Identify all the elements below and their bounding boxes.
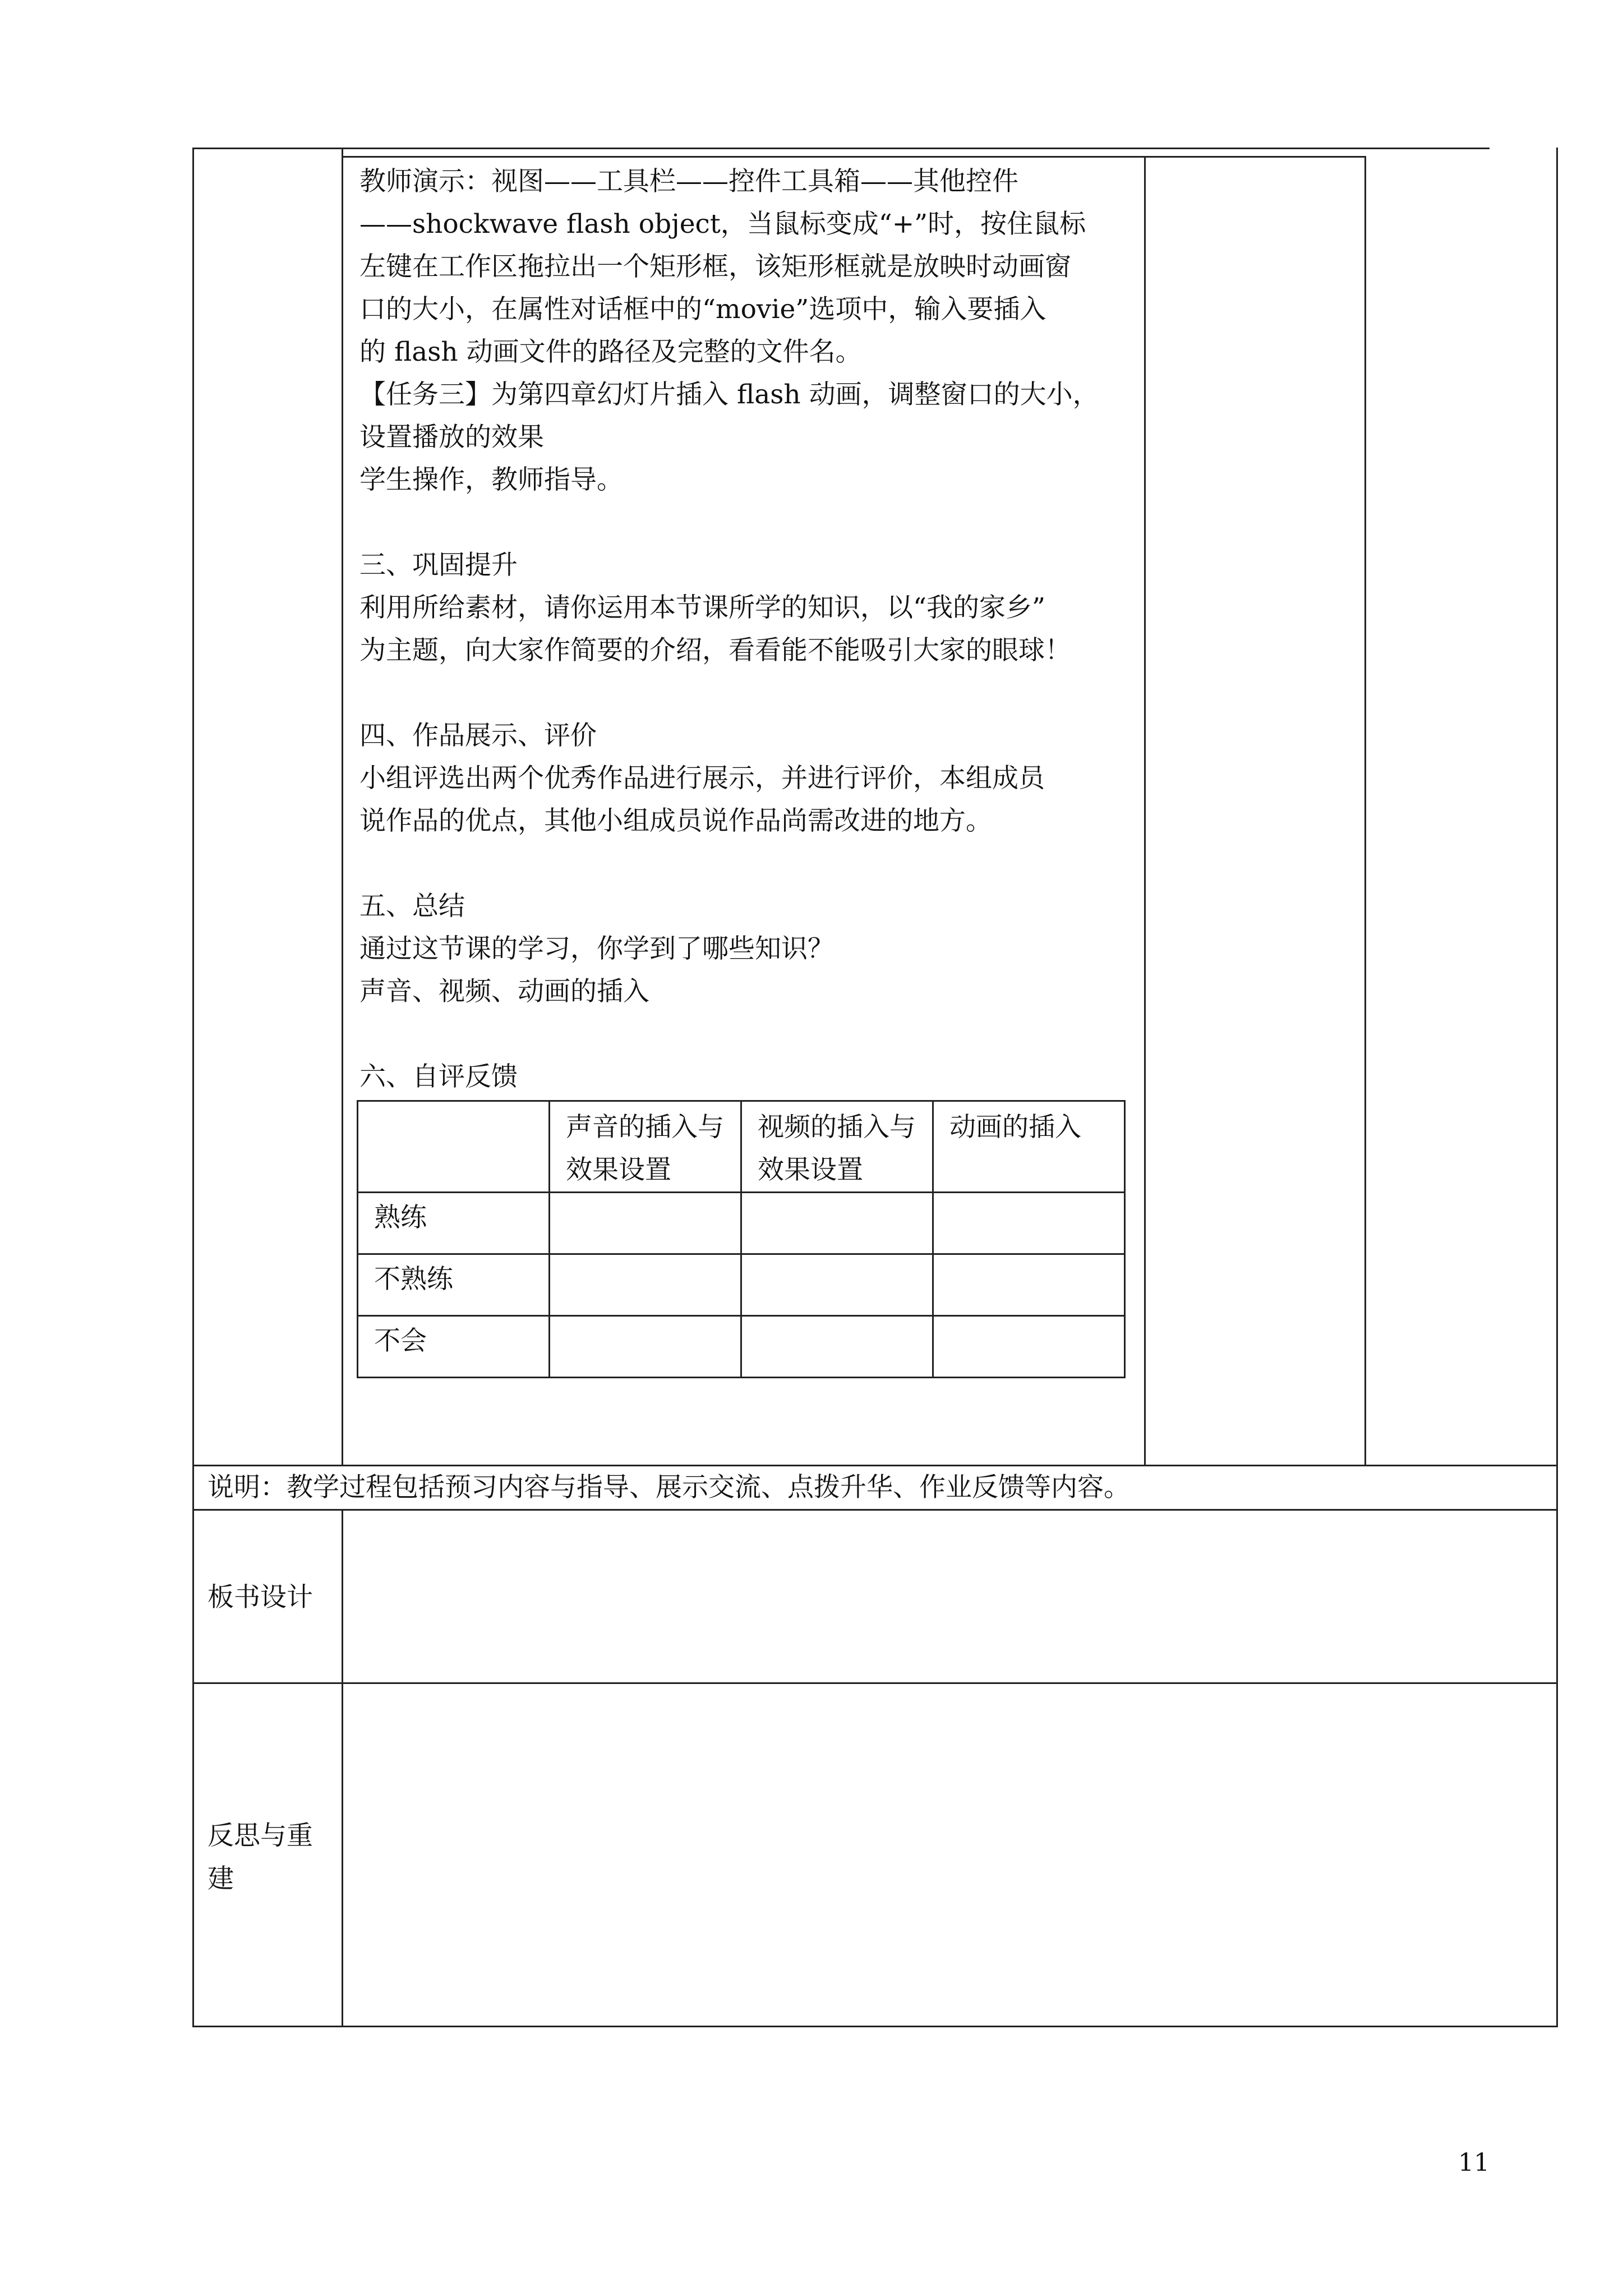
reflection-label-line1: 反思与重 bbox=[208, 1820, 313, 1851]
section-heading-summary: 五、总结 bbox=[359, 891, 465, 922]
table-header-cell: 视频的插入与效果设置 bbox=[741, 1101, 933, 1193]
table-cell bbox=[741, 1254, 933, 1316]
row-label: 熟练 bbox=[358, 1193, 550, 1254]
table-cell bbox=[550, 1254, 741, 1316]
section-heading-self-evaluation: 六、自评反馈 bbox=[359, 1061, 518, 1092]
outer-left-border bbox=[192, 148, 194, 2027]
table-cell bbox=[933, 1316, 1125, 1378]
table-header-cell: 动画的插入 bbox=[933, 1101, 1125, 1193]
lesson-line: 设置播放的效果 bbox=[359, 422, 544, 453]
table-header-row bbox=[358, 1101, 1125, 1193]
lesson-line: 口的大小，在属性对话框中的“movie”选项中，输入要插入 bbox=[359, 294, 1046, 325]
label-column-border bbox=[342, 148, 343, 1466]
teaching-process-note: 说明：教学过程包括预习内容与指导、展示交流、点拨升华、作业反馈等内容。 bbox=[208, 1472, 1130, 1503]
lesson-line: 教师演示：视图——工具栏——控件工具箱——其他控件 bbox=[359, 166, 1018, 197]
table-row bbox=[358, 1316, 1125, 1378]
lesson-line: 利用所给素材，请你运用本节课所学的知识，以“我的家乡” bbox=[359, 592, 1046, 623]
top-rule bbox=[192, 148, 1490, 149]
table-cell bbox=[741, 1193, 933, 1254]
process-section-bottom bbox=[192, 1465, 1558, 1466]
board-design-row-bottom bbox=[192, 1682, 1558, 1684]
lesson-line: 通过这节课的学习，你学到了哪些知识？ bbox=[359, 933, 834, 964]
lesson-line: ——shockwave flash object，当鼠标变成“+”时，按住鼠标 bbox=[359, 209, 1086, 240]
lesson-line: 说作品的优点，其他小组成员说作品尚需改进的地方。 bbox=[359, 806, 992, 836]
board-design-label: 板书设计 bbox=[208, 1582, 313, 1613]
lesson-line: 声音、视频、动画的插入 bbox=[359, 976, 649, 1007]
note-row-bottom bbox=[192, 1509, 1558, 1511]
outer-right-border bbox=[1556, 148, 1558, 2027]
row-label: 不熟练 bbox=[358, 1254, 550, 1316]
content-column-border bbox=[1144, 156, 1146, 1466]
self-evaluation-table bbox=[357, 1100, 1126, 1378]
lesson-line: 的 flash 动画文件的路径及完整的文件名。 bbox=[359, 337, 862, 367]
table-cell bbox=[550, 1316, 741, 1378]
page-number: 11 bbox=[1458, 2148, 1490, 2177]
table-header-cell: 声音的插入与效果设置 bbox=[550, 1101, 741, 1193]
table-row bbox=[358, 1254, 1125, 1316]
label-column-border-lower bbox=[342, 1510, 343, 2027]
notes-column-border bbox=[1364, 156, 1366, 1466]
inner-box-top bbox=[342, 156, 1364, 158]
table-cell bbox=[933, 1254, 1125, 1316]
task-three-line: 【任务三】为第四章幻灯片插入 flash 动画，调整窗口的大小， bbox=[359, 379, 1099, 410]
table-cell bbox=[741, 1316, 933, 1378]
lesson-line: 学生操作，教师指导。 bbox=[359, 464, 623, 495]
lesson-line: 为主题，向大家作简要的介绍，看看能不能吸引大家的眼球！ bbox=[359, 635, 1071, 666]
table-row bbox=[358, 1193, 1125, 1254]
reflection-label-line2: 建 bbox=[208, 1864, 234, 1894]
table-cell bbox=[550, 1193, 741, 1254]
row-label: 不会 bbox=[358, 1316, 550, 1378]
table-bottom bbox=[192, 2026, 1558, 2027]
table-header-cell bbox=[358, 1101, 550, 1193]
lesson-line: 小组评选出两个优秀作品进行展示，并进行评价，本组成员 bbox=[359, 763, 1045, 794]
section-heading-consolidate: 三、巩固提升 bbox=[359, 550, 518, 581]
table-cell bbox=[933, 1193, 1125, 1254]
lesson-line: 左键在工作区拖拉出一个矩形框，该矩形框就是放映时动画窗 bbox=[359, 251, 1071, 282]
section-heading-showcase: 四、作品展示、评价 bbox=[359, 720, 597, 751]
